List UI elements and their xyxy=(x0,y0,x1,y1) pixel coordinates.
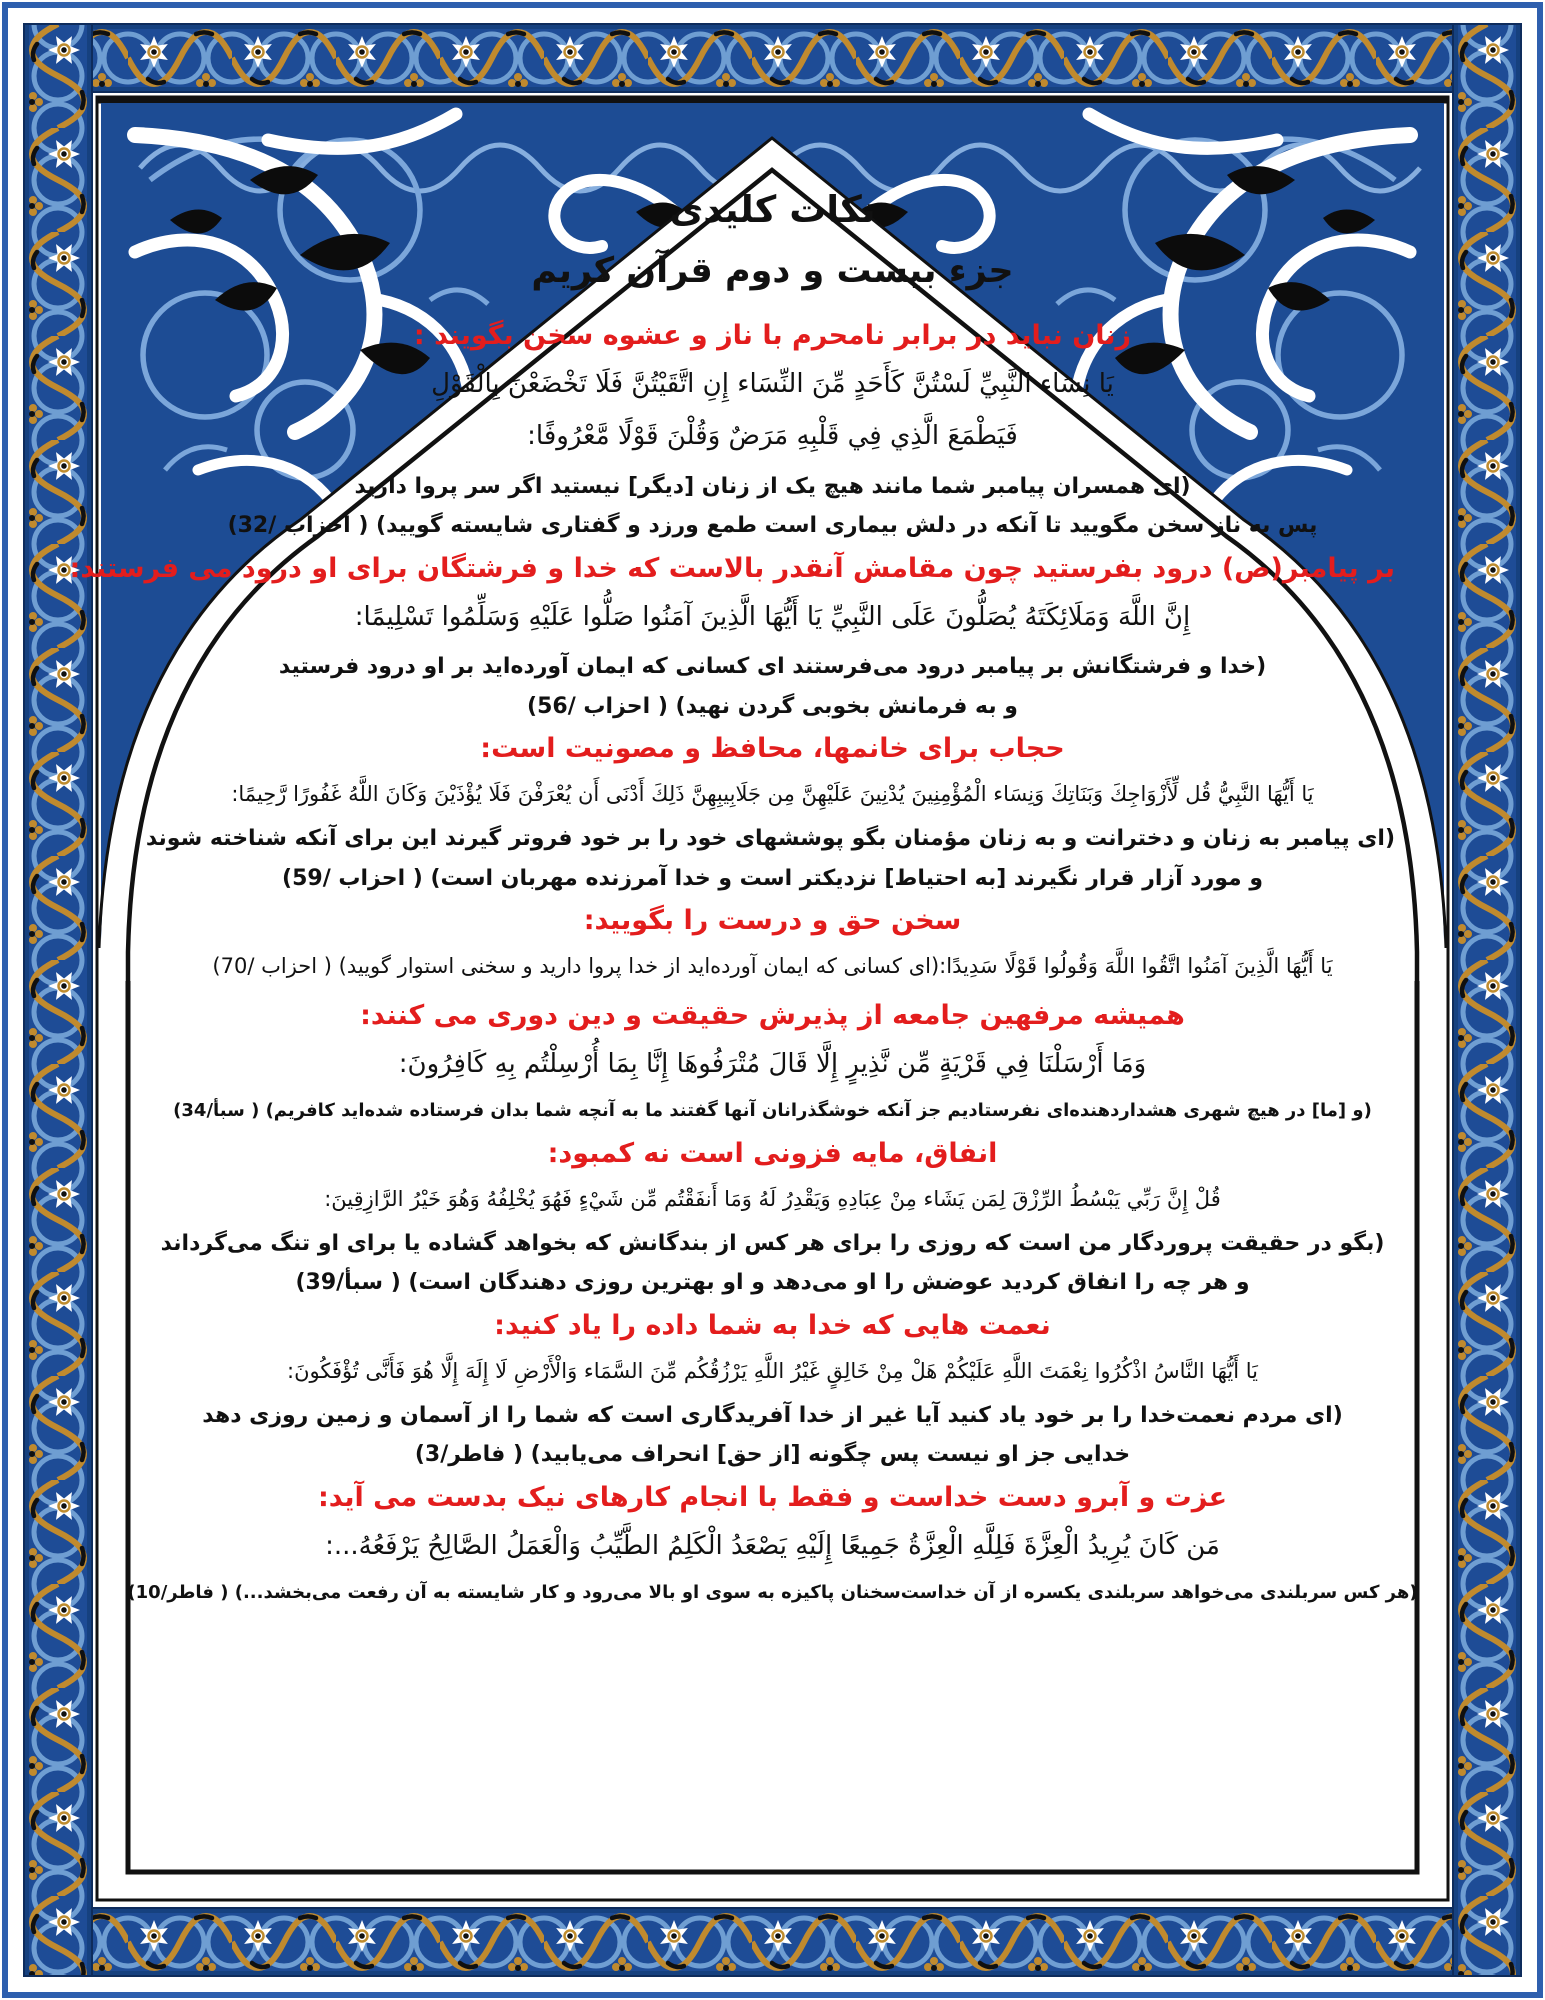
verse-line: فَيَطْمَعَ الَّذِي فِي قَلْبِهِ مَرَضٌ وَقُلْنَ قَوْلًا مَّعْرُوفًا: xyxy=(527,421,1018,452)
verse-line: (ای پیامبر به زنان و دخترانت و به زنان مؤمنان بگو پوششهای خود را بر خود فروتر گیرند این برای آنکه شناخته شوند xyxy=(145,826,1395,851)
verse-line: يَا نِسَاء النَّبِيِّ لَسْتُنَّ كَأَحَدٍ مِّنَ النِّسَاء إِنِ اتَّقَيْتُنَّ فَلَا تَخْضَعْنَ بِالْقَوْلِ xyxy=(431,368,1114,399)
section-heading: عزت و آبرو دست خداست و فقط با انجام کارهای نیک بدست می آید: xyxy=(317,1481,1228,1513)
verse-line: و هر چه را انفاق کردید عوضش را او می‌دهد و او بهترین روزی دهندگان است) ( سبأ/39) xyxy=(295,1270,1250,1296)
verse-line: (و [ما] در هیچ شهری هشداردهنده‌ای نفرستادیم جز آنکه خوشگذرانان آنها گفتند ما به آنچه شما بدان فرستاده شده‌اید کافریم) ( سبأ/34) xyxy=(173,1100,1372,1122)
section-heading: انفاق، مایه فزونی است نه کمبود: xyxy=(547,1137,998,1169)
section-heading: زنان نباید در برابر نامحرم با ناز و عشوه سخن بگویند : xyxy=(413,320,1132,351)
verse-line: و مورد آزار قرار نگیرند [به احتیاط] نزدیکتر است و خدا آمرزنده مهربان است) ( احزاب /59) xyxy=(282,865,1263,891)
verse-line: إِنَّ اللَّهَ وَمَلَائِكَتَهُ يُصَلُّونَ عَلَى النَّبِيِّ يَا أَيُّهَا الَّذِينَ آمَنُوا صَلُّوا عَلَيْهِ وَسَلِّمُوا تَسْلِيمًا: xyxy=(354,601,1191,632)
verse-line: (بگو در حقیقت پروردگار من است که روزی را برای هر کس از بندگانش که بخواهد گشاده یا برای او تنگ می‌گرداند xyxy=(160,1230,1385,1256)
verse-line: و به فرمانش بخوبی گردن نهید) ( احزاب /56) xyxy=(527,693,1018,719)
verse-line: قُلْ إِنَّ رَبِّي يَبْسُطُ الرِّزْقَ لِمَن يَشَاء مِنْ عِبَادِهِ وَيَقْدِرُ لَهُ وَمَا أَنفَقْتُم مِّن شَيْءٍ فَهُوَ يُخْلِفُهُ وَهُوَ خَيْرُ الرَّازِقِينَ: xyxy=(324,1186,1221,1211)
section-heading: سخن حق و درست را بگویید: xyxy=(583,905,962,936)
verse-line: يَا أَيُّهَا الَّذِينَ آمَنُوا اتَّقُوا اللَّهَ وَقُولُوا قَوْلًا سَدِيدًا:(ای کسانی که ایمان آورده‌اید از خدا پروا دارید و سخنی استوار گویید) ( احزاب /70) xyxy=(212,953,1333,978)
page-title: نکات کلیدی xyxy=(669,188,876,231)
sections-list xyxy=(69,319,1418,1605)
poster-content xyxy=(69,188,1418,1878)
page-subtitle: جزء بیست و دوم قرآن کریم xyxy=(531,251,1014,291)
verse-line: (خدا و فرشتگانش بر پیامبر درود می‌فرستند ای کسانی که ایمان آورده‌اید بر او درود فرستید xyxy=(278,654,1267,679)
section-heading: نعمت هایی که خدا به شما داده را یاد کنید: xyxy=(494,1309,1051,1341)
verse-line: يَا أَيُّهَا النَّاسُ اذْكُرُوا نِعْمَتَ اللَّهِ عَلَيْكُمْ هَلْ مِنْ خَالِقٍ غَيْرُ اللَّهِ يَرْزُقُكُم مِّنَ السَّمَاء وَالْأَرْضِ لَا إِلَهَ إِلَّا هُوَ فَأَنَّى تُؤْفَكُونَ: xyxy=(287,1358,1258,1383)
verse-line: (ای همسران پیامبر شما مانند هیچ یک از زنان [دیگر] نیستید اگر سر پروا دارید xyxy=(354,473,1191,499)
verse-line: پس به ناز سخن مگویید تا آنکه در دلش بیماری است طمع ورزد و گفتاری شایسته گویید) ( احزاب /32) xyxy=(227,513,1318,539)
section-heading: همیشه مرفهین جامعه از پذیرش حقیقت و دین دوری می کنند: xyxy=(360,1000,1185,1031)
verse-line: وَمَا أَرْسَلْنَا فِي قَرْيَةٍ مِّن نَّذِيرٍ إِلَّا قَالَ مُتْرَفُوهَا إِنَّا بِمَا أُرْسِلْتُم بِهِ كَافِرُونَ: xyxy=(398,1048,1147,1079)
verse-line: (ای مردم نعمت‌خدا را بر خود یاد کنید آیا غیر از خدا آفریدگاری است که شما را از آسمان و زمین روزی دهد xyxy=(202,1402,1343,1428)
verse-line: خدایی جز او نیست پس چگونه [از حق] انحراف می‌یابید) ( فاطر/3) xyxy=(414,1442,1131,1468)
verse-line: يَا أَيُّهَا النَّبِيُّ قُل لِّأَزْوَاجِكَ وَبَنَاتِكَ وَنِسَاء الْمُؤْمِنِينَ يُدْنِينَ عَلَيْهِنَّ مِن جَلَابِيبِهِنَّ ذَلِكَ أَدْنَى أَن يُعْرَفْنَ فَلَا يُؤْذَيْنَ وَكَانَ اللَّهُ غَفُورًا رَّحِيمًا: xyxy=(231,781,1314,806)
section-heading: بر پیامبر(ص) درود بفرستید چون مقامش آنقدر بالاست که خدا و فرشتگان برای او درود می فرستند: xyxy=(69,552,1395,584)
section-heading: حجاب برای خانمها، محافظ و مصونیت است: xyxy=(480,733,1065,764)
verse-line: (هر کس سربلندی می‌خواهد سربلندی یکسره از آن خداست‌سخنان پاکیزه به سوی او بالا می‌رود و کار شایسته به آن رفعت می‌بخشد...) ( فاطر/10) xyxy=(127,1582,1418,1603)
verse-line: مَن كَانَ يُرِيدُ الْعِزَّةَ فَلِلَّهِ الْعِزَّةُ جَمِيعًا إِلَيْهِ يَصْعَدُ الْكَلِمُ الطَّيِّبُ وَالْعَمَلُ الصَّالِحُ يَرْفَعُهُ...: xyxy=(325,1530,1220,1561)
